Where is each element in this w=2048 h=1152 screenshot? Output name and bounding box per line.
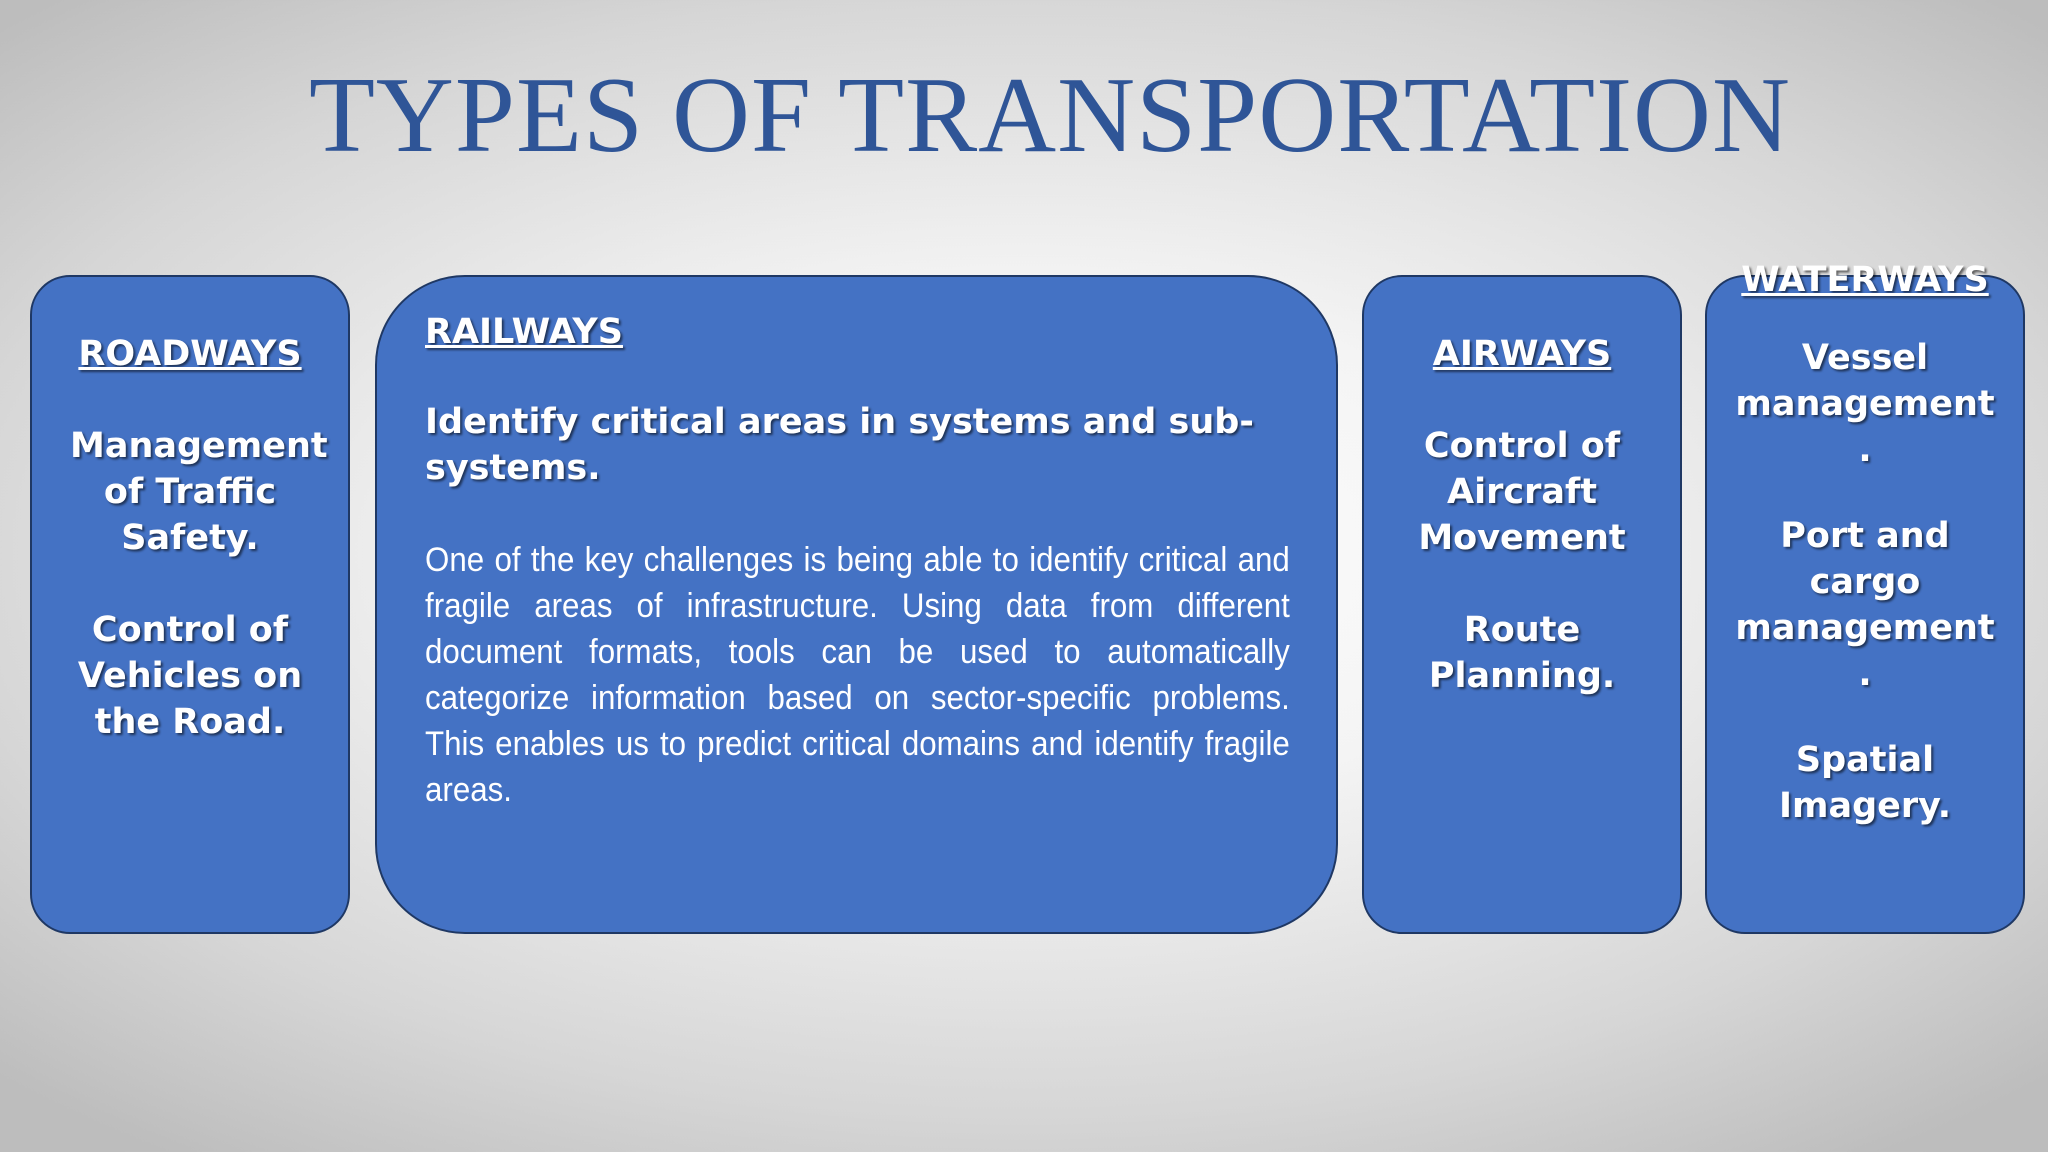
airways-item-route-planning: Route Planning. <box>1428 610 1616 696</box>
waterways-item-separator: . <box>1858 654 1872 694</box>
waterways-item-port-cargo: Port and cargo management <box>1735 516 1995 648</box>
roadways-item-traffic-safety: Management of Traffic Safety. <box>70 426 328 558</box>
roadways-panel <box>30 275 350 934</box>
roadways-item-vehicle-control: Control of Vehicles on the Road. <box>77 610 303 742</box>
railways-body-text: One of the key challenges is being able to identify critical and fragile areas of infrastructure. Using data from different document formats, tools can be used to automatically categorize information based on sector-specific problems. This enables us to predict critical domains and identify fragile areas. <box>425 541 1290 809</box>
waterways-item-spatial-imagery: Spatial Imagery. <box>1778 740 1952 826</box>
waterways-heading: WATERWAYS <box>1741 260 1989 300</box>
railways-subheading: Identify critical areas in systems and sub-systems. <box>425 402 1254 488</box>
waterways-item-separator: . <box>1858 430 1872 470</box>
railways-heading: RAILWAYS <box>425 312 623 352</box>
roadways-heading: ROADWAYS <box>78 334 302 374</box>
airways-heading: AIRWAYS <box>1432 334 1612 374</box>
waterways-panel <box>1705 260 2025 934</box>
slide-title: TYPES OF TRANSPORTATION <box>308 56 1792 175</box>
railways-panel <box>375 275 1338 934</box>
airways-panel <box>1362 275 1682 934</box>
airways-item-aircraft-movement: Control of Aircraft Movement <box>1418 426 1626 558</box>
waterways-item-vessel-management: Vessel management <box>1735 338 1995 424</box>
